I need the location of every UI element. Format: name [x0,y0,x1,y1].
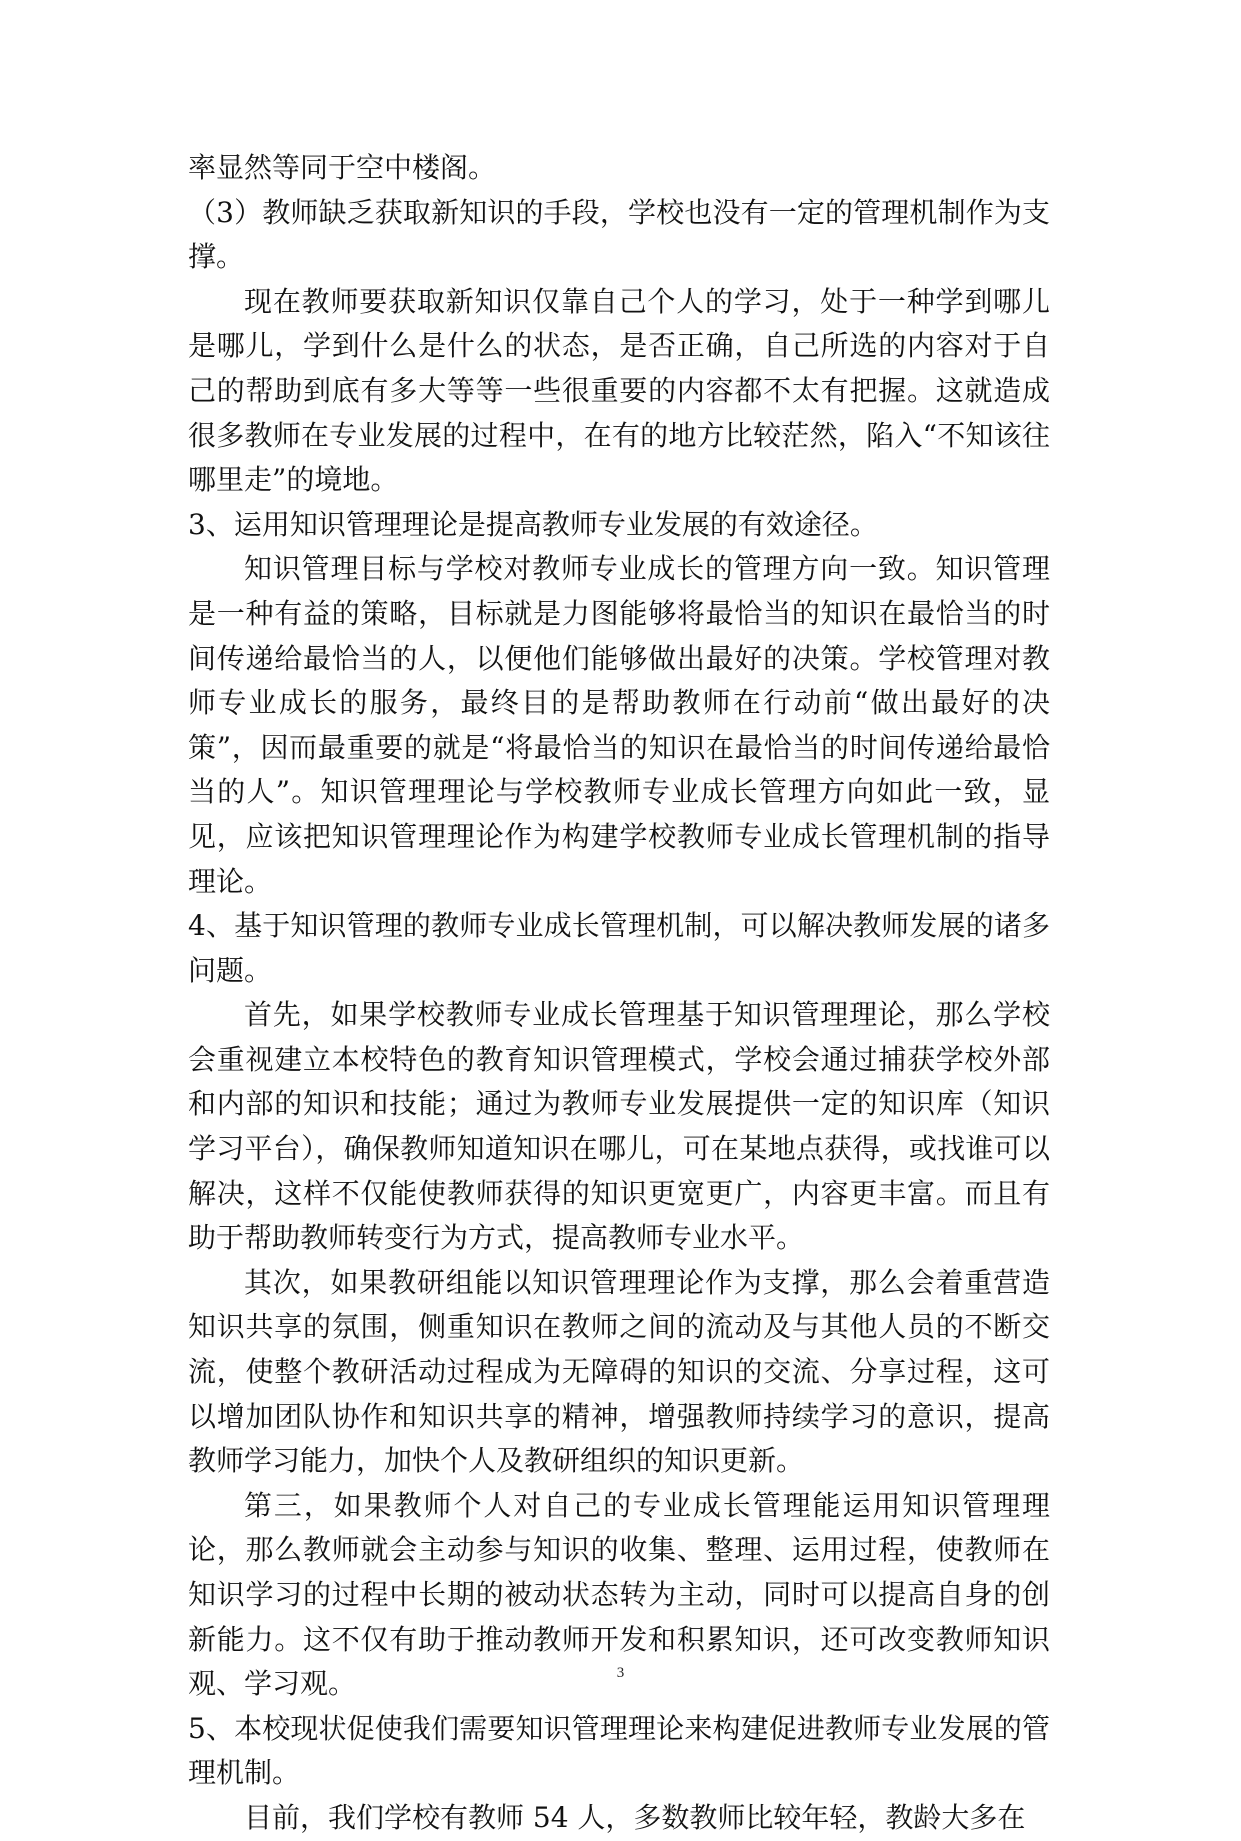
paragraph: 知识管理目标与学校对教师专业成长的管理方向一致。知识管理是一种有益的策略，目标就是力图能够将最恰当的知识在最恰当的时间传递给最恰当的人，以便他们能够做出最好的决策。学校管理对教师专业成长的服务，最终目的是帮助教师在行动前“做出最好的决策”，因而最重要的就是“将最恰当的知识在最恰当的时间传递给最恰当的人”。知识管理理论与学校教师专业成长管理方向如此一致，显见，应该把知识管理理论作为构建学校教师专业成长管理机制的指导理论。 [188,552,1050,898]
paragraph: 目前，我们学校有教师 54 人，多数教师比较年轻，教龄大多在 [244,1800,1026,1834]
paragraph: 率显然等同于空中楼阁。 [188,151,497,184]
paragraph: 现在教师要获取新知识仅靠自己个人的学习，处于一种学到哪儿是哪儿，学到什么是什么的状态，是否正确，自己所选的内容对于自己的帮助到底有多大等等一些很重要的内容都不太有把握。这就造成很多教师在专业发展的过程中，在有的地方比较茫然，陷入“不知该往哪里走”的境地。 [188,284,1050,497]
paragraph: 第三，如果教师个人对自己的专业成长管理能运用知识管理理论，那么教师就会主动参与知识的收集、整理、运用过程，使教师在知识学习的过程中长期的被动状态转为主动，同时可以提高自身的创新能力。这不仅有助于推动教师开发和积累知识，还可改变教师知识观、学习观。 [188,1488,1050,1701]
section-heading: 4、基于知识管理的教师专业成长管理机制，可以解决教师发展的诸多问题。 [188,909,1050,987]
paragraph: 其次，如果教研组能以知识管理理论作为支撑，那么会着重营造知识共享的氛围，侧重知识在教师之间的流动及与其他人员的不断交流，使整个教研活动过程成为无障碍的知识的交流、分享过程，这可以增加团队协作和知识共享的精神，增强教师持续学习的意识，提高教师学习能力，加快个人及教研组织的知识更新。 [188,1265,1050,1478]
body-text [188,146,1050,1841]
section-heading: 5、本校现状促使我们需要知识管理理论来构建促进教师专业发展的管理机制。 [188,1711,1050,1790]
section-heading: 3、运用知识管理理论是提高教师专业发展的有效途径。 [188,507,878,541]
paragraph: （3）教师缺乏获取新知识的手段，学校也没有一定的管理机制作为支撑。 [188,195,1050,274]
paragraph: 首先，如果学校教师专业成长管理基于知识管理理论，那么学校会重视建立本校特色的教育知识管理模式，学校会通过捕获学校外部和内部的知识和技能；通过为教师专业发展提供一定的知识库（知识学习平台），确保教师知道知识在哪儿，可在某地点获得，或找谁可以解决，这样不仅能使教师获得的知识更宽更广，内容更丰富。而且有助于帮助教师转变行为方式，提高教师专业水平。 [188,998,1050,1255]
page-number: 3 [616,1665,625,1681]
